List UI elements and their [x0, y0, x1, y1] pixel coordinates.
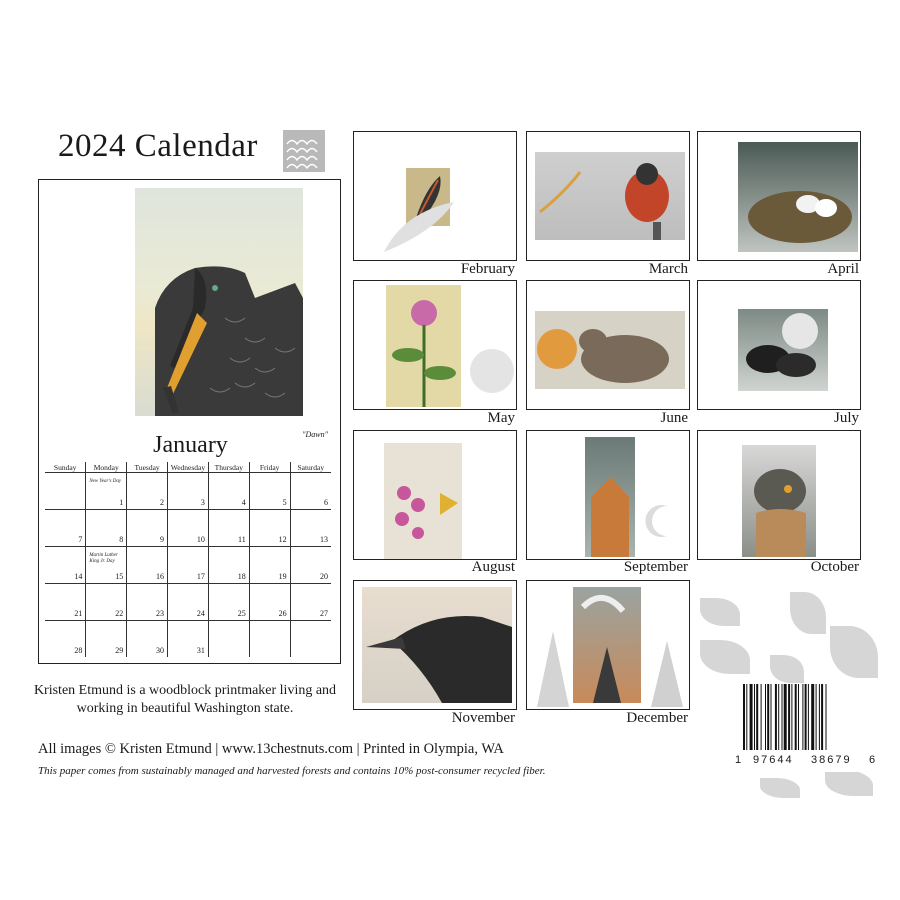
- day-cell: 9: [127, 510, 168, 547]
- barcode-digit: 1: [735, 754, 742, 766]
- leaf-decoration: [700, 598, 740, 626]
- october-tile: [697, 430, 861, 560]
- day-cell: 14: [45, 547, 86, 584]
- robin-artwork: [535, 152, 685, 240]
- january-calendar: [38, 420, 341, 664]
- day-cell: 13: [290, 510, 331, 547]
- barcode-bars: [741, 684, 873, 750]
- february-tile: [353, 131, 517, 261]
- month-label-august: August: [471, 559, 515, 575]
- september-tile: [526, 430, 690, 560]
- week-row: [45, 473, 331, 510]
- weekday-header: Tuesday: [127, 462, 168, 473]
- wave-pattern-logo-icon: [283, 130, 325, 172]
- month-label-march: March: [648, 261, 688, 277]
- day-cell: [249, 621, 290, 658]
- cormorant-artwork: [135, 188, 303, 416]
- day-cell: 7: [45, 510, 86, 547]
- january-title: January: [153, 432, 228, 458]
- march-tile: [526, 131, 690, 261]
- leaf-decoration: [825, 770, 873, 796]
- day-cell: 21: [45, 584, 86, 621]
- day-cell: 31: [168, 621, 209, 658]
- lynx-trees-artwork: [573, 587, 641, 703]
- day-cell: 18: [208, 547, 249, 584]
- month-label-november: November: [451, 710, 515, 726]
- january-artwork-panel: [38, 179, 341, 421]
- barcode-digit: 6: [869, 754, 876, 766]
- day-cell: 16: [127, 547, 168, 584]
- month-label-april: April: [827, 261, 859, 277]
- weekday-header: Sunday: [45, 462, 86, 473]
- day-cell: 30: [127, 621, 168, 658]
- day-cell: 6: [290, 473, 331, 510]
- credits-line: All images © Kristen Etmund | www.13chestnuts.com | Printed in Olympia, WA: [38, 741, 504, 757]
- month-label-july: July: [833, 410, 859, 426]
- day-cell: 26: [249, 584, 290, 621]
- day-cell: 23: [127, 584, 168, 621]
- fox-artwork: [585, 437, 635, 557]
- day-cell: [290, 621, 331, 658]
- day-cell: 24: [168, 584, 209, 621]
- month-label-september: September: [623, 559, 688, 575]
- day-cell: 19: [249, 547, 290, 584]
- day-number: 15: [115, 572, 124, 581]
- day-cell: 29: [86, 621, 127, 658]
- leaf-decoration: [790, 592, 826, 634]
- leaf-decoration: [700, 640, 750, 674]
- day-cell: 10: [168, 510, 209, 547]
- month-label-december: December: [626, 710, 688, 726]
- week-row: [45, 584, 331, 621]
- owl-artwork: [742, 445, 816, 557]
- nest-artwork: [738, 142, 858, 252]
- barcode: [735, 684, 879, 772]
- calendar-grid: [45, 462, 331, 657]
- august-tile: [353, 430, 517, 560]
- barcode-digits: 97644: [753, 754, 794, 766]
- weekday-header: Friday: [249, 462, 290, 473]
- november-tile: [353, 580, 517, 710]
- day-cell: [45, 473, 86, 510]
- day-cell: 12: [249, 510, 290, 547]
- april-tile: [697, 131, 861, 261]
- artwork-title: "Dawn": [302, 430, 328, 439]
- rabbit-artwork: [535, 311, 685, 389]
- day-cell: 22: [86, 584, 127, 621]
- leaf-decoration: [770, 655, 804, 683]
- weekday-header: Wednesday: [168, 462, 209, 473]
- day-cell: [86, 473, 127, 510]
- june-tile: [526, 280, 690, 410]
- day-cell: 28: [45, 621, 86, 658]
- month-label-february: February: [460, 261, 515, 277]
- holiday-label: Martin Luther King Jr. Day: [89, 553, 118, 564]
- day-cell: 5: [249, 473, 290, 510]
- week-row: [45, 510, 331, 547]
- week-row: [45, 547, 331, 584]
- month-label-october: October: [810, 559, 859, 575]
- raven-artwork: [362, 587, 512, 703]
- flower-artwork: [386, 285, 461, 407]
- day-cell: 17: [168, 547, 209, 584]
- weekday-header: Thursday: [208, 462, 249, 473]
- day-cell: 2: [127, 473, 168, 510]
- july-tile: [697, 280, 861, 410]
- day-cell: 8: [86, 510, 127, 547]
- day-cell: 11: [208, 510, 249, 547]
- page-title: 2024 Calendar: [58, 128, 258, 164]
- day-cell: 20: [290, 547, 331, 584]
- mussel-artwork: [738, 309, 828, 391]
- may-tile: [353, 280, 517, 410]
- weekday-header: Saturday: [290, 462, 331, 473]
- holiday-label: New Year's Day: [89, 479, 122, 484]
- leaf-decoration: [760, 778, 800, 798]
- barcode-digits: 38679: [811, 754, 852, 766]
- month-label-may: May: [487, 410, 515, 426]
- artist-bio: Kristen Etmund is a woodblock printmaker living and working in beautiful Washington state.: [33, 683, 337, 716]
- day-cell: [208, 621, 249, 658]
- paper-note: This paper comes from sustainably managed and harvested forests and contains 10% post-consumer recycled fiber.: [38, 765, 546, 777]
- week-row: [45, 621, 331, 658]
- day-cell: 27: [290, 584, 331, 621]
- day-cell: 4: [208, 473, 249, 510]
- leaf-decoration: [830, 626, 878, 678]
- month-label-june: June: [660, 410, 688, 426]
- day-number: 1: [119, 498, 124, 507]
- december-tile: [526, 580, 690, 710]
- day-cell: 3: [168, 473, 209, 510]
- weekday-header: Monday: [86, 462, 127, 473]
- day-cell: [86, 547, 127, 584]
- day-cell: 25: [208, 584, 249, 621]
- fireweed-artwork: [384, 443, 462, 559]
